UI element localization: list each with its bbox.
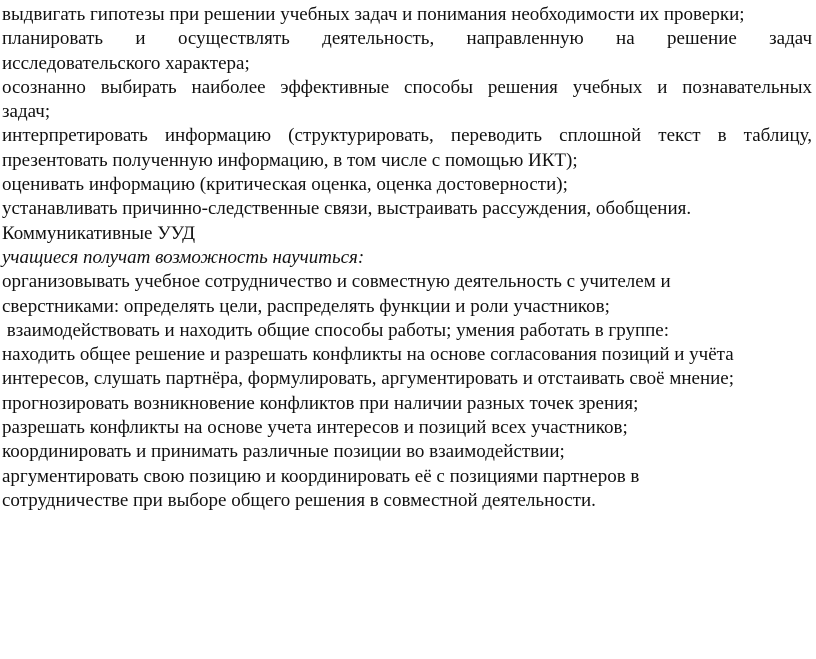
text-line: задач;	[2, 101, 51, 123]
text-line: выдвигать гипотезы при решении учебных задач и понимания необходимости их проверки;	[2, 4, 745, 25]
text-line: сверстниками: определять цели, распределять функции и роли участников;	[2, 295, 610, 317]
text-line: устанавливать причинно-следственные связи, выстраивать рассуждения, обобщения.	[2, 198, 692, 220]
document-page	[2, 3, 812, 513]
text-line: интерпретировать информацию (структурировать, переводить сплошной текст в таблицу,	[2, 125, 812, 147]
text-line: осознанно выбирать наиболее эффективные способы решения учебных и познавательных	[2, 76, 812, 98]
text-line: аргументировать свою позицию и координировать её с позициями партнеров в	[2, 465, 640, 487]
text-line: сотрудничестве при выборе общего решения в совместной деятельности.	[2, 489, 596, 511]
text-line: прогнозировать возникновение конфликтов при наличии разных точек зрения;	[2, 392, 639, 414]
text-line: взаимодействовать и находить общие способы работы; умения работать в группе:	[2, 319, 670, 341]
section-subheading: учащиеся получат возможность научиться:	[2, 246, 365, 268]
text-line: интересов, слушать партнёра, формулировать, аргументировать и отстаивать своё мнение;	[2, 368, 735, 390]
text-line: планировать и осуществлять деятельность, направленную на решение задач	[2, 28, 812, 50]
section-heading: Коммуникативные УУД	[2, 222, 196, 244]
text-line: разрешать конфликты на основе учета интересов и позиций всех участников;	[2, 417, 628, 439]
text-line: находить общее решение и разрешать конфликты на основе согласования позиций и учёта	[2, 344, 734, 366]
text-line: исследовательского характера;	[2, 52, 250, 74]
text-line: презентовать полученную информацию, в том числе с помощью ИКТ);	[2, 149, 578, 171]
text-line: координировать и принимать различные позиции во взаимодействии;	[2, 441, 565, 463]
text-line: оценивать информацию (критическая оценка, оценка достоверности);	[2, 174, 568, 196]
text-line: организовывать учебное сотрудничество и совместную деятельность с учителем и	[2, 271, 671, 293]
